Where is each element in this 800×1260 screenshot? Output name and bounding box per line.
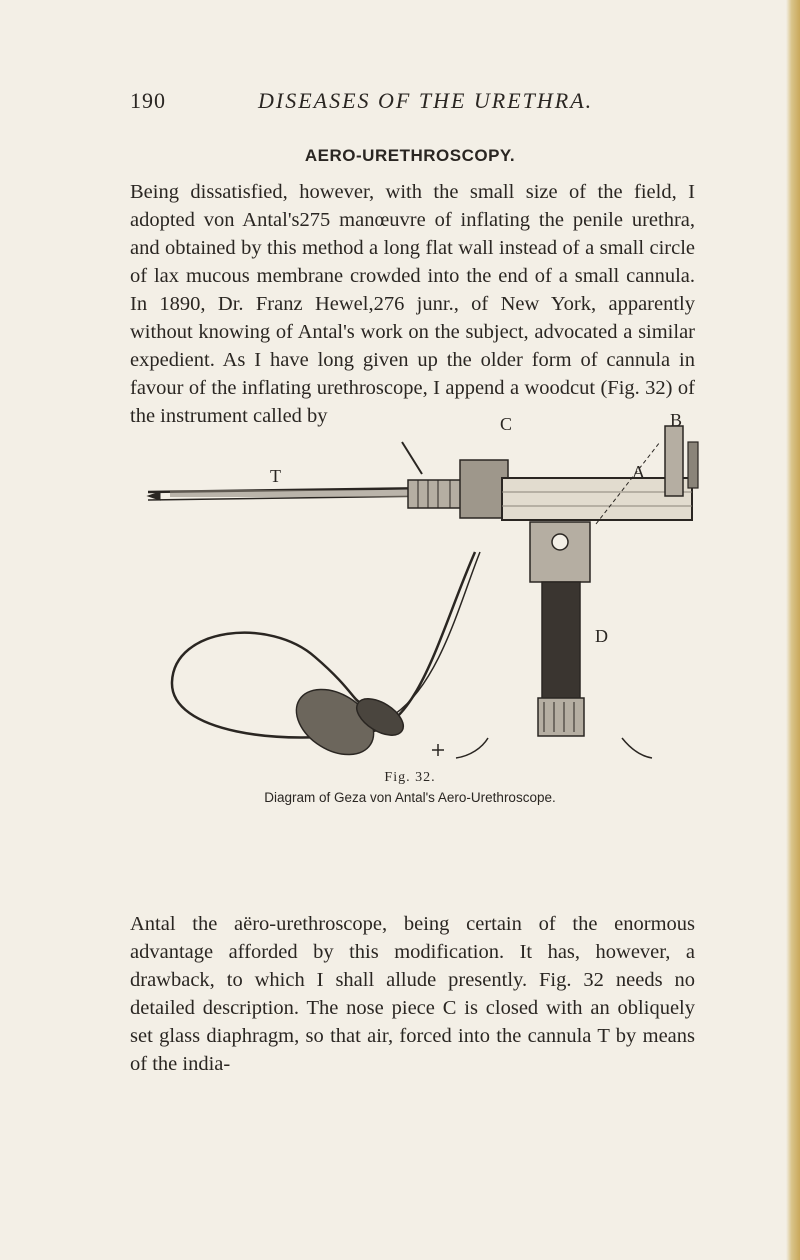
label-D: D bbox=[595, 626, 608, 646]
india-rubber-bulb-and-tube bbox=[172, 552, 480, 768]
cannula-tube bbox=[148, 488, 440, 500]
figure-number: Fig. 32. bbox=[384, 770, 436, 785]
section-title: AERO-URETHROSCOPY. bbox=[304, 146, 516, 165]
label-A: A bbox=[632, 462, 645, 482]
label-T: T bbox=[270, 466, 281, 486]
aero-urethroscope-diagram bbox=[140, 402, 710, 772]
body-paragraph-2: Antal the aëro-urethroscope, being certain of the enormous advantage afforded by this modification. It has, however, a drawback, to which I shall allude presently. Fig. 32 needs no detailed description. The nose piece C is closed with an obliquely set glass diaphragm, so that air, forced into the cannula T by means of the india- bbox=[130, 913, 695, 1075]
label-B: B bbox=[670, 410, 683, 430]
handle-shaft bbox=[460, 460, 692, 736]
label-C: C bbox=[500, 414, 513, 434]
page-edge bbox=[786, 0, 800, 1260]
page-number: 190 bbox=[130, 88, 166, 113]
page-header bbox=[130, 88, 650, 120]
figure-caption: Diagram of Geza von Antal's Aero-Urethroscope. bbox=[264, 790, 556, 805]
running-title: DISEASES OF THE URETHRA. bbox=[258, 88, 594, 113]
small-fittings bbox=[432, 738, 652, 758]
cannula-collar bbox=[402, 442, 463, 508]
body-paragraph-1: Being dissatisfied, however, with the small size of the field, I adopted von Antal's275 manœuvre of inflating the penile urethra, and obtained by this method a long flat wall instead of a small circle of lax mucous membrane crowded into the end of a small cannula. In 1890, Dr. Franz Hewel,276 junr., of New York, apparently without knowing of Antal's work on the subject, advocated a similar expedient. As I have long given up the older form of cannula in favour of the inflating urethroscope, I append a woodcut (Fig. 32) of the instrument called by bbox=[130, 181, 695, 427]
